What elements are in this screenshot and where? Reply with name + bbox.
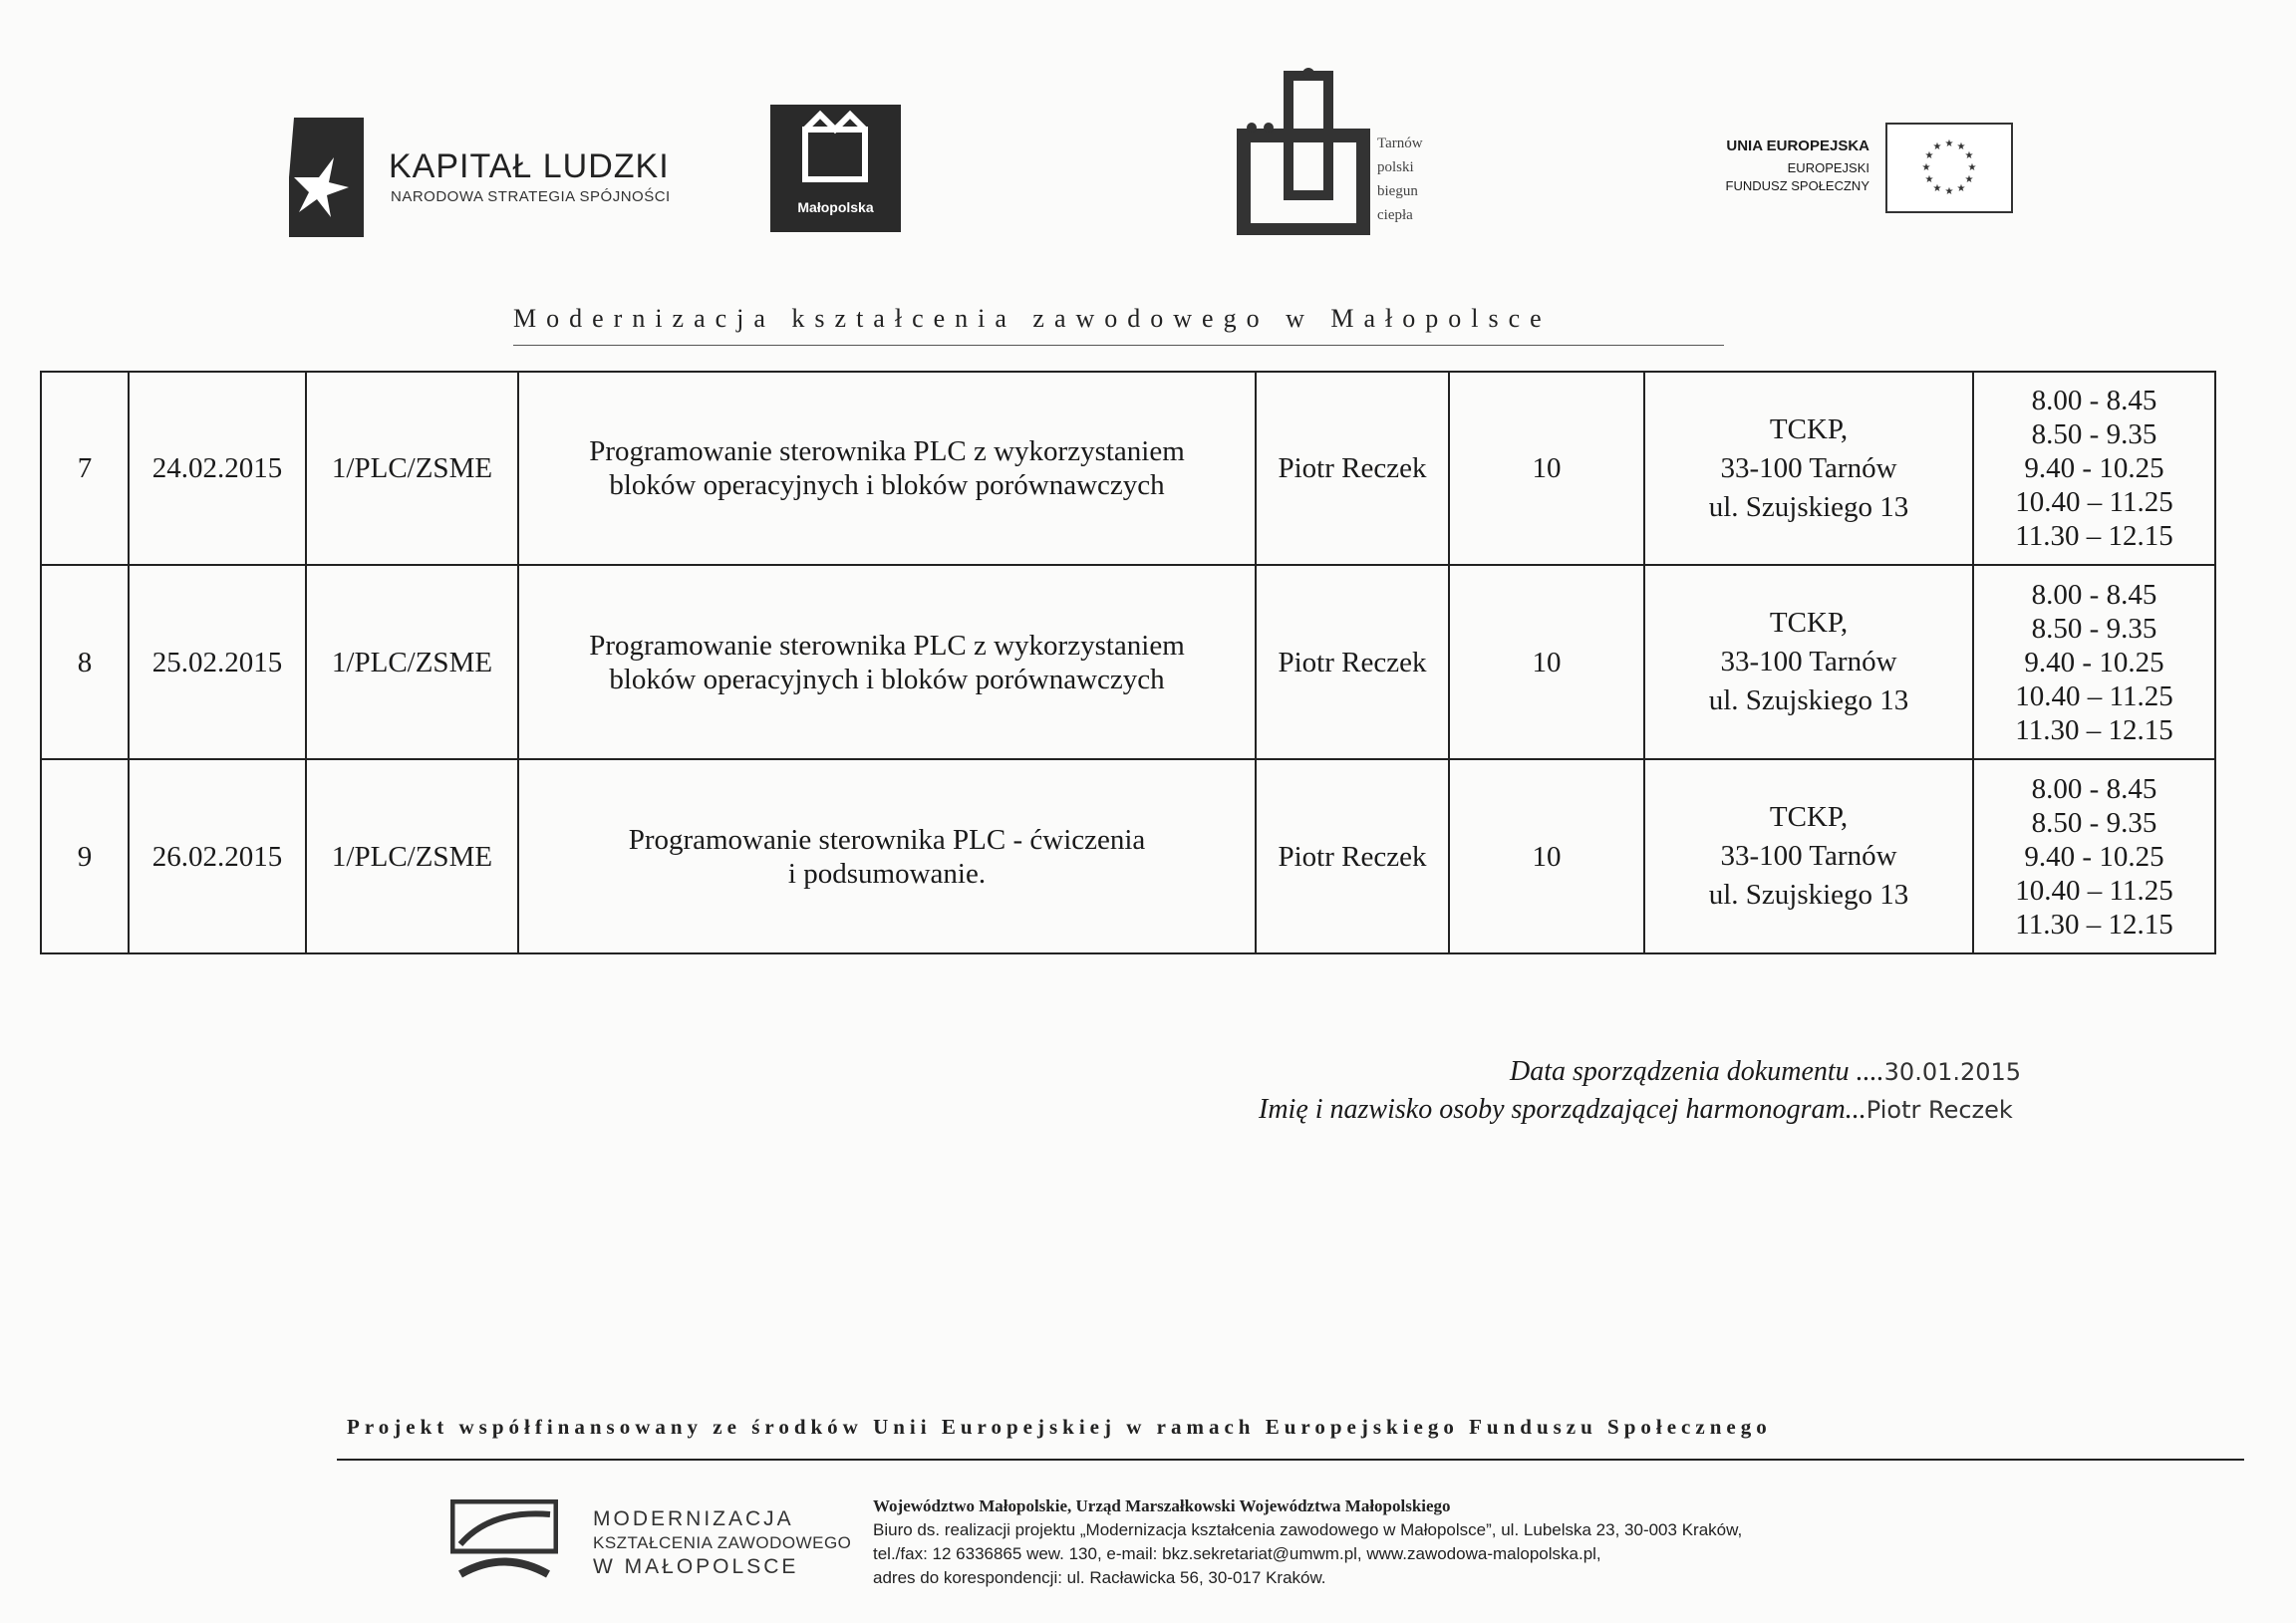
ue-fund [1694, 159, 1869, 195]
svg-text:★: ★ [1924, 150, 1934, 161]
time-slot: 8.00 - 8.45 [2031, 578, 2157, 611]
time-slot: 8.00 - 8.45 [2031, 772, 2157, 805]
row-hours: 10 [1449, 565, 1644, 759]
place-line: TCKP, [1769, 801, 1849, 833]
author-signature: Piotr Reczek [1866, 1096, 2013, 1124]
place-line: ul. Szujskiego 13 [1708, 490, 1909, 523]
page-title: Modernizacja kształcenia zawodowego w Małopolsce [513, 304, 1552, 333]
office-address [873, 1494, 1742, 1590]
svg-text:★: ★ [1956, 183, 1966, 194]
svg-text:★: ★ [1944, 138, 1954, 149]
row-topic [518, 565, 1256, 759]
title-underline [513, 345, 1724, 346]
place-line: ul. Szujskiego 13 [1708, 684, 1909, 716]
row-place [1644, 565, 1973, 759]
row-topic [518, 759, 1256, 953]
author-line [1259, 1094, 2013, 1126]
row-topic [518, 372, 1256, 565]
tarnow-line: Tarnów [1377, 135, 1423, 151]
tarnow-line: polski [1377, 159, 1414, 175]
svg-text:★: ★ [1932, 141, 1942, 152]
svg-text:★: ★ [1944, 186, 1954, 197]
tarnow-line: ciepła [1377, 207, 1413, 223]
eu-flag-icon [1885, 123, 2013, 213]
time-slot: 8.50 - 9.35 [2031, 612, 2157, 645]
row-number: 9 [41, 759, 129, 953]
svg-text:★: ★ [1964, 174, 1974, 185]
modernizacja-logo [450, 1499, 558, 1579]
kapital-ludzki-title: KAPITAŁ LUDZKI [389, 147, 670, 185]
time-slot: 9.40 - 10.25 [2024, 452, 2164, 484]
tarnow-tagline [1377, 132, 1423, 227]
svg-text:★: ★ [1967, 162, 1977, 173]
topic-line: Programowanie sterownika PLC - ćwiczenia [628, 823, 1146, 856]
document-date-label: Data sporządzenia dokumentu .... [1510, 1056, 1884, 1087]
topic-line: bloków operacyjnych i bloków porównawczych [609, 663, 1165, 695]
time-slot: 11.30 – 12.15 [2015, 713, 2173, 746]
row-teacher: Piotr Reczek [1256, 565, 1449, 759]
topic-line: bloków operacyjnych i bloków porównawczych [609, 469, 1165, 501]
topic-line: i podsumowanie. [787, 857, 987, 890]
address-line: tel./fax: 12 6336865 wew. 130, e-mail: bkz.sekretariat@umwm.pl, www.zawodowa-malopolska.pl, [873, 1544, 1601, 1563]
document-date-value: 30.01.2015 [1883, 1058, 2022, 1086]
tarnow-line: biegun [1377, 183, 1418, 199]
tarnow-logo [1234, 66, 1373, 235]
author-label: Imię i nazwisko osoby sporządzającej harmonogram... [1259, 1094, 1866, 1125]
time-slot: 11.30 – 12.15 [2015, 520, 2173, 552]
table-row [41, 372, 2215, 565]
document-date-line [1510, 1056, 2021, 1088]
ue-fund-line: FUNDUSZ SPOŁECZNY [1725, 178, 1869, 193]
time-slot: 10.40 – 11.25 [2015, 486, 2173, 518]
place-line: ul. Szujskiego 13 [1708, 879, 1909, 911]
row-date: 24.02.2015 [129, 372, 306, 565]
ue-fund-line: EUROPEJSKI [1787, 160, 1869, 175]
row-teacher: Piotr Reczek [1256, 372, 1449, 565]
svg-text:★: ★ [1921, 162, 1931, 173]
kapital-ludzki-subtitle: NARODOWA STRATEGIA SPÓJNOŚCI [391, 188, 671, 205]
mk-line: W MAŁOPOLSCE [593, 1555, 799, 1578]
row-group: 1/PLC/ZSME [306, 759, 518, 953]
time-slot: 11.30 – 12.15 [2015, 908, 2173, 941]
time-slot: 10.40 – 11.25 [2015, 874, 2173, 907]
row-times [1973, 372, 2215, 565]
place-line: TCKP, [1769, 607, 1849, 639]
time-slot: 8.50 - 9.35 [2031, 418, 2157, 450]
row-place [1644, 372, 1973, 565]
ue-title: UNIA EUROPEJSKA [1726, 137, 1869, 154]
place-line: 33-100 Tarnów [1720, 840, 1897, 872]
place-line: 33-100 Tarnów [1720, 451, 1897, 484]
time-slot: 10.40 – 11.25 [2015, 679, 2173, 712]
row-group: 1/PLC/ZSME [306, 565, 518, 759]
time-slot: 8.00 - 8.45 [2031, 385, 2157, 416]
place-line: TCKP, [1769, 412, 1849, 445]
topic-line: Programowanie sterownika PLC z wykorzystaniem [589, 435, 1185, 467]
mk-line: KSZTAŁCENIA ZAWODOWEGO [593, 1533, 852, 1552]
time-slot: 8.50 - 9.35 [2031, 806, 2157, 839]
row-times [1973, 565, 2215, 759]
mk-line: MODERNIZACJA [593, 1507, 794, 1530]
table-row [41, 759, 2215, 953]
svg-text:★: ★ [1956, 141, 1966, 152]
row-number: 7 [41, 372, 129, 565]
row-place [1644, 759, 1973, 953]
project-funding-note: Projekt współfinansowany ze środków Unii Europejskiej w ramach Europejskiego Funduszu Społecznego [347, 1415, 1772, 1439]
svg-text:★: ★ [1932, 183, 1942, 194]
row-times [1973, 759, 2215, 953]
malopolska-label: Małopolska [797, 199, 874, 215]
time-slot: 9.40 - 10.25 [2024, 646, 2164, 678]
kapital-ludzki-logo [289, 118, 364, 237]
row-date: 25.02.2015 [129, 565, 306, 759]
row-date: 26.02.2015 [129, 759, 306, 953]
row-hours: 10 [1449, 759, 1644, 953]
schedule-table [40, 371, 2216, 954]
topic-line: Programowanie sterownika PLC z wykorzystaniem [589, 629, 1185, 662]
row-hours: 10 [1449, 372, 1644, 565]
svg-text:★: ★ [1924, 174, 1934, 185]
address-line: Biuro ds. realizacji projektu „Modernizacja kształcenia zawodowego w Małopolsce”, ul. Lubelska 23, 30-003 Kraków, [873, 1520, 1743, 1539]
row-teacher: Piotr Reczek [1256, 759, 1449, 953]
row-group: 1/PLC/ZSME [306, 372, 518, 565]
footer-divider [337, 1459, 2244, 1461]
address-line: adres do korespondencji: ul. Racławicka 56, 30-017 Kraków. [873, 1568, 1326, 1587]
address-line: Województwo Małopolskie, Urząd Marszałkowski Województwa Małopolskiego [873, 1496, 1451, 1515]
place-line: 33-100 Tarnów [1720, 646, 1897, 677]
table-row [41, 565, 2215, 759]
row-number: 8 [41, 565, 129, 759]
time-slot: 9.40 - 10.25 [2024, 840, 2164, 873]
svg-text:★: ★ [1964, 150, 1974, 161]
modernizacja-name [593, 1507, 851, 1579]
